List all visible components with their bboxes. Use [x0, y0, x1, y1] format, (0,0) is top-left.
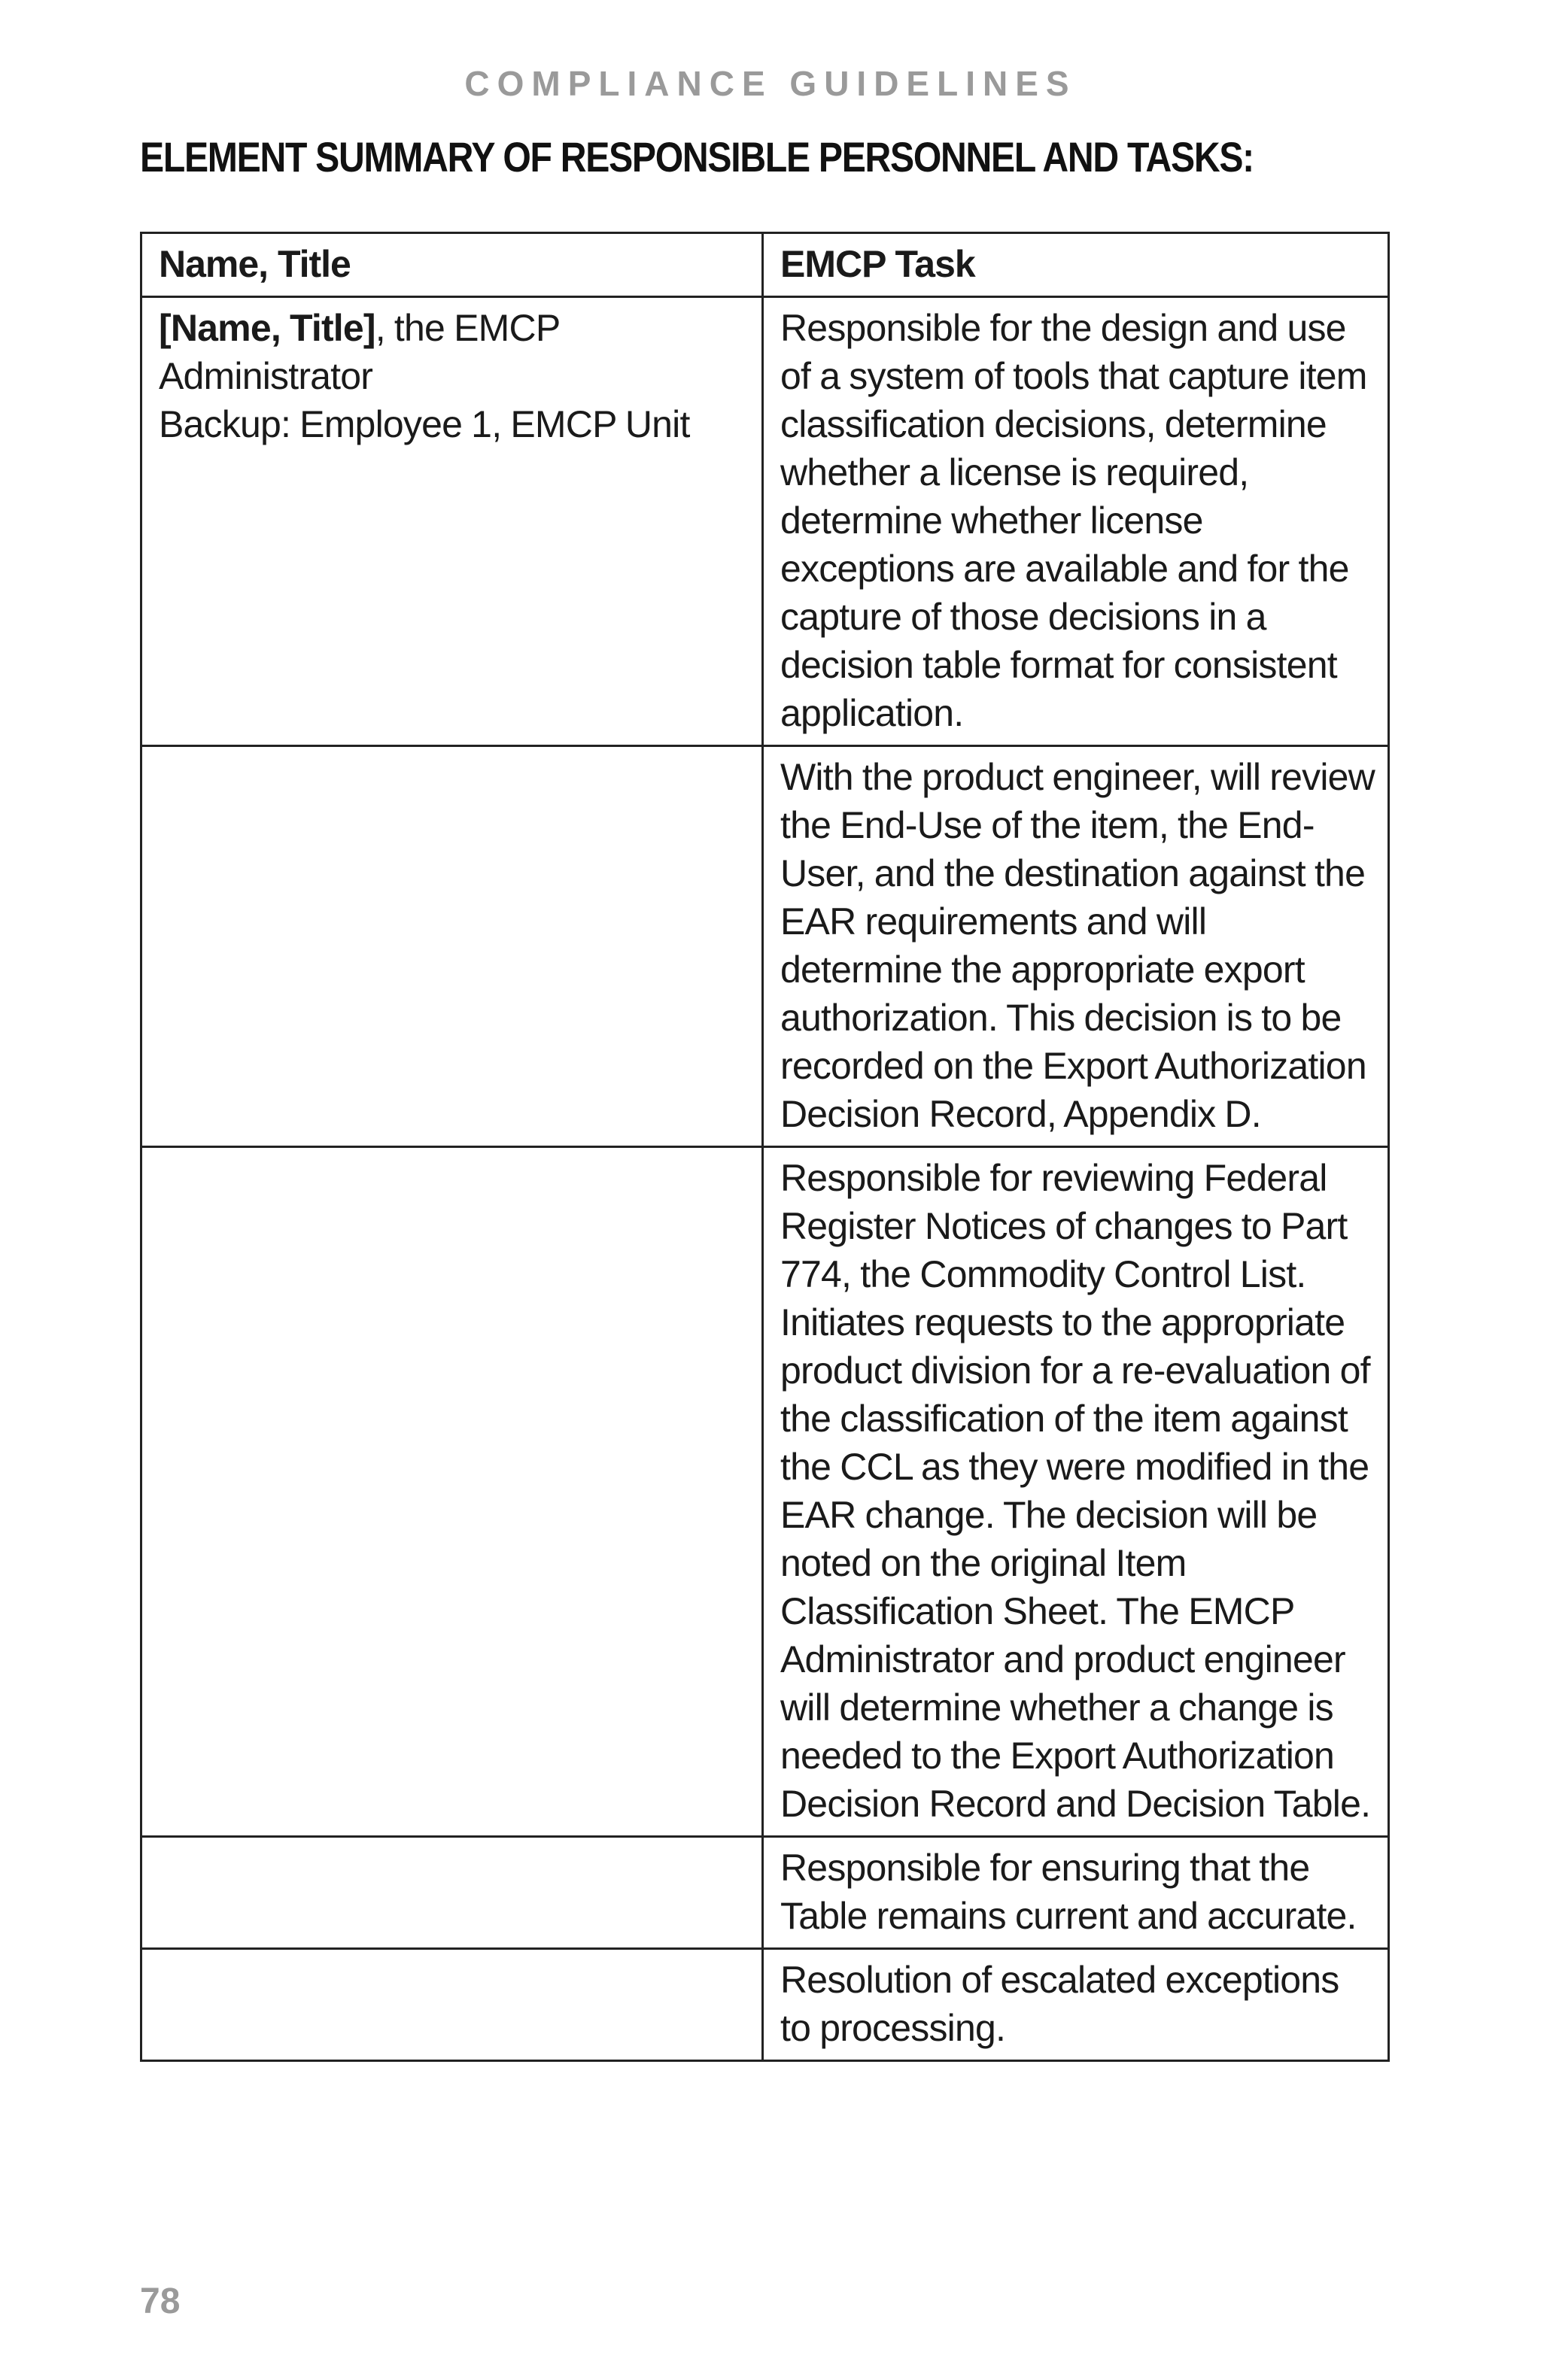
task-text: Resolution of escalated exceptions to processing.	[780, 1959, 1339, 2049]
table-row	[141, 746, 1389, 1147]
table-header-row	[141, 233, 1389, 297]
header-name-title: Name, Title	[159, 243, 351, 285]
table-row	[141, 1837, 1389, 1949]
name-role: , the EMCP	[375, 307, 561, 349]
section-title: ELEMENT SUMMARY OF RESPONSIBLE PERSONNEL AND TASKS:	[140, 133, 1254, 181]
name-cell	[141, 1147, 763, 1837]
name-line-2: Administrator	[159, 355, 373, 397]
task-text: Responsible for the design and use of a system of tools that capture item classification decisions, determine whether a license is required, determine whether license exceptions are available and for the capture of those decisions in a decision table format for consistent application.	[780, 307, 1367, 734]
page-number: 78	[140, 2281, 181, 2321]
running-head: COMPLIANCE GUIDELINES	[464, 64, 1077, 103]
name-cell	[141, 297, 763, 746]
table-row	[141, 297, 1389, 746]
name-cell	[141, 746, 763, 1147]
task-text: With the product engineer, will review the End-Use of the item, the End-User, and the destination against the EAR requirements and will determine the appropriate export authorization. This decision is to be recorded on the Export Authorization Decision Record, Appendix D.	[780, 756, 1375, 1135]
header-cell-name-title	[141, 233, 763, 297]
name-title-placeholder: [Name, Title]	[159, 307, 375, 349]
name-line-1	[159, 304, 751, 352]
task-text: Responsible for reviewing Federal Register Notices of changes to Part 774, the Commodity Control List. Initiates requests to the appropriate product division for a re-evaluation of the classification of the item against the CCL as they were modified in the EAR change. The decision will be noted on the original Item Classification Sheet. The EMCP Administrator and product engineer will determine whether a change is needed to the Export Authorization Decision Record and Decision Table.	[780, 1157, 1371, 1825]
table-row	[141, 1147, 1389, 1837]
task-cell	[763, 1949, 1389, 2061]
header-emcp-task: EMCP Task	[780, 243, 975, 285]
task-text: Responsible for ensuring that the Table remains current and accurate.	[780, 1847, 1357, 1937]
table-row	[141, 1949, 1389, 2061]
task-cell	[763, 297, 1389, 746]
name-cell	[141, 1949, 763, 2061]
name-cell	[141, 1837, 763, 1949]
task-cell	[763, 746, 1389, 1147]
task-cell	[763, 1837, 1389, 1949]
task-cell	[763, 1147, 1389, 1837]
backup-line: Backup: Employee 1, EMCP Unit	[159, 403, 690, 445]
personnel-task-table	[140, 232, 1390, 2062]
header-cell-task	[763, 233, 1389, 297]
